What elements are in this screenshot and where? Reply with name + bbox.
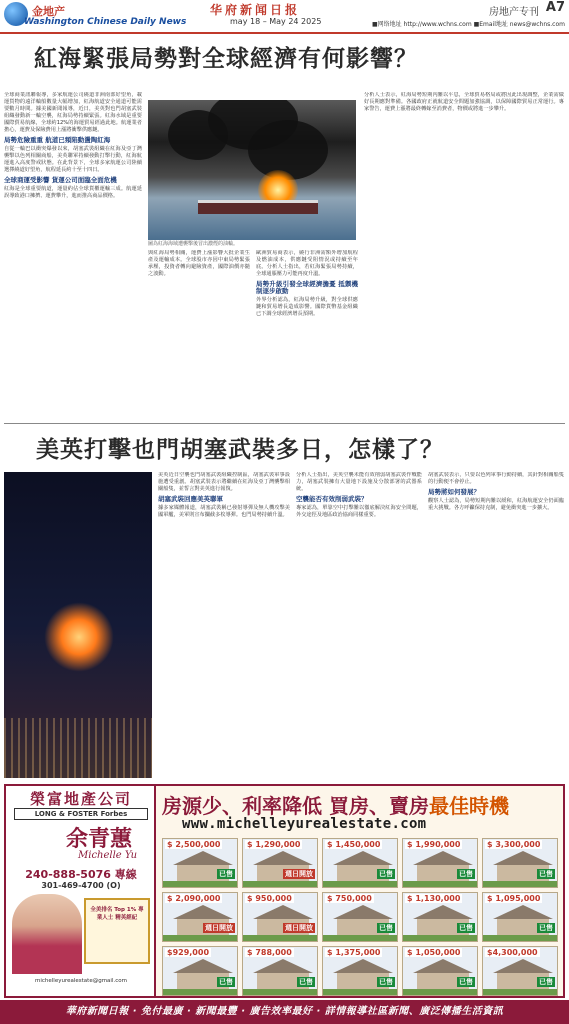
section-divider: [4, 423, 565, 424]
city-strike-photo[interactable]: [4, 472, 152, 778]
listing-status-badge: 已售: [379, 924, 393, 932]
house-lawn: [483, 935, 558, 941]
house-roof: [493, 905, 553, 919]
house-roof: [413, 905, 473, 919]
article1-col1: [4, 92, 142, 417]
house-roof: [253, 851, 313, 865]
listing-price: $ 750,000: [327, 894, 372, 903]
article2-col1: [158, 472, 290, 778]
house-roof: [333, 959, 393, 973]
ad-slogan: [162, 790, 562, 819]
listing-status-badge: 已售: [459, 924, 473, 932]
article1-col2: [148, 250, 250, 420]
article1-col3-text2: 外界分析認為，紅海局勢升級，對全球供應鏈和貿易增長造成影響。國際貨幣基金組織已下調全球經濟增長預期。: [256, 297, 358, 317]
listing-card[interactable]: [242, 946, 318, 996]
explosion-glow: [44, 602, 114, 672]
listing-status-badge: 週日開放: [285, 870, 313, 878]
listing-price: $ 3,300,000: [487, 840, 541, 849]
house-lawn: [483, 881, 558, 887]
house-roof: [413, 851, 473, 865]
agent-email[interactable]: michelleyurealestate@gmail.com: [35, 978, 127, 984]
house-lawn: [243, 935, 318, 941]
house-lawn: [323, 935, 398, 941]
article2-subhead3: 局勢將如何發展？: [428, 488, 480, 496]
paper-logo[interactable]: [4, 2, 187, 32]
listing-card[interactable]: [402, 838, 478, 888]
listing-price: $ 1,375,000: [327, 948, 381, 957]
footer-banner: 華府新聞日報 · 免付最廣 · 新聞最豐 · 廣告效率最好 · 詳情報導社區新聞、廣泛傳播生活資訊: [0, 1000, 569, 1024]
listing-price: $ 2,090,000: [167, 894, 221, 903]
agent-name-cn: 余青蕙: [66, 826, 133, 852]
ad-slogan-accent: 最佳時機: [428, 794, 509, 818]
listing-status-badge: 已售: [539, 870, 553, 878]
logo-english: Washington Chinese Daily News: [24, 17, 187, 27]
listing-price: $ 1,050,000: [407, 948, 461, 957]
house-roof: [173, 905, 233, 919]
ad-company: 榮富地產公司: [29, 790, 132, 808]
article2-subhead2: 空襲能否有效削弱武裝？: [296, 495, 368, 503]
smoke-shape: [168, 110, 228, 160]
article2-col2: [296, 472, 422, 778]
listing-card[interactable]: [482, 838, 558, 888]
listing-card[interactable]: [322, 892, 398, 942]
listing-price: $ 1,450,000: [327, 840, 381, 849]
house-lawn: [403, 935, 478, 941]
listing-status-badge: 已售: [379, 978, 393, 986]
article1-col4-text: 分析人士表示，紅海局勢短期內難以平息，全球貿易格局或將因此出現調整，企業需做好長期應對準備。各國政府正就航道安全問題加強協調，以保障國際貿易正常運行。專家警告，運費上漲將最終轉嫁至消費者，物價或將進一步攀升。: [364, 92, 564, 112]
listing-card[interactable]: [162, 946, 238, 996]
listing-status-badge: 週日開放: [205, 924, 233, 932]
listing-price: $4,300,000: [487, 948, 538, 957]
listing-status-badge: 週日開放: [285, 924, 313, 932]
house-lawn: [323, 989, 398, 995]
house-roof: [333, 905, 393, 919]
article1-headline[interactable]: 紅海緊張局勢對全球經濟有何影響？: [34, 45, 418, 72]
listing-card[interactable]: [482, 946, 558, 996]
ad-brand-logos: LONG & FOSTER Forbes: [14, 808, 148, 820]
listing-card[interactable]: [162, 892, 238, 942]
agent-phone[interactable]: 240-888-5076 專線: [25, 868, 137, 881]
house-lawn: [243, 989, 318, 995]
article1-col3-text: 歐洲貿易商表示，繞行非洲需額外增加航程及燃油成本，供應鏈受阻情況或持續至年底。分析人士指出，若紅海緊張局勢持續，全球通脹壓力可能再度升溫。: [256, 250, 358, 277]
listing-status-badge: 已售: [539, 978, 553, 986]
house-roof: [493, 851, 553, 865]
article1-subhead1: 局勢危險重重 航道已頻陷動盪陶紅海: [4, 136, 111, 144]
section-cn-label: 金地产: [32, 5, 65, 18]
article1-col1-text2: 自從一輪巴以衝突爆發以來，胡塞武裝組織在紅海及亞丁灣襲擊以色列相關商船，美英聯軍持續發動打擊行動，紅海航運進入高度警戒狀態。在此背景下，全球多家航運公司陸續選擇繞道好望角，航程延長約十至十四日。: [4, 146, 142, 173]
listing-price: $ 2,500,000: [167, 840, 221, 849]
award-badge: 全美排名 Top 1% 專業人士 精英經紀: [84, 898, 150, 964]
house-lawn: [323, 881, 398, 887]
house-roof: [173, 959, 233, 973]
office-phone[interactable]: 301-469-4700 (O): [41, 881, 121, 890]
house-lawn: [163, 935, 238, 941]
listing-price: $ 1,130,000: [407, 894, 461, 903]
house-roof: [333, 851, 393, 865]
article1-col1-text: 全球商業訊聯報導，多家航運公司繞道非洲南部好望角，載運貨物的遠洋輪船數量大幅增加，紅海航道安全通道可能需要數月時間。據美國新聞報導，近日，美英對也門胡塞武裝組織發動新一輪空襲，紅海局勢持續緊張。紅海水域是重要國際貿易航線，全球約12%的海運貿易經過此地。航運業者擔心，運費及保險費用上漲將衝擊供應鏈。: [4, 92, 142, 133]
ship-shape: [198, 200, 318, 214]
house-roof: [413, 959, 473, 973]
article2-col1-text: 美英近日空襲也門胡塞武裝組織控制區，胡塞武裝軍事設施遭受重創。胡塞武裝表示將繼續在紅海及亞丁灣襲擊相關船隻，並誓言對美英進行報復。: [158, 472, 290, 492]
house-lawn: [403, 989, 478, 995]
article1-col1-text3: 紅海是全球重要航道，運量約佔全球貨櫃運輸三成。航運延誤導致港口擁擠、運費攀升，進而推高商品價格。: [4, 186, 142, 199]
listing-card[interactable]: [322, 838, 398, 888]
listing-card[interactable]: [482, 892, 558, 942]
listing-price: $ 1,095,000: [487, 894, 541, 903]
listing-status-badge: 已售: [219, 978, 233, 986]
listing-card[interactable]: [162, 838, 238, 888]
article1-subhead2: 全球商運受影響 貨運公司面臨全面危機: [4, 176, 117, 184]
listing-price: $ 1,990,000: [407, 840, 461, 849]
listing-card[interactable]: [242, 838, 318, 888]
listing-status-badge: 已售: [539, 924, 553, 932]
agent-panel: [6, 786, 156, 996]
house-lawn: [243, 881, 318, 887]
issue-dates: may 18 – May 24 2025: [230, 17, 322, 26]
listing-card[interactable]: [402, 892, 478, 942]
agent-name-en: Michelle Yu: [78, 850, 138, 861]
house-lawn: [403, 881, 478, 887]
article2-col2-text: 分析人士指出，美英空襲未能有效削弱胡塞武裝作戰能力，胡塞武裝擁有大量地下設施及分散部署的武器系統。: [296, 472, 422, 492]
section-tag: 房地产专刊: [489, 7, 539, 18]
article1-subhead3: 局勢升級引發全球經濟擔憂 抵禦機制逐步啟動: [256, 280, 358, 295]
listing-price: $ 1,290,000: [247, 840, 301, 849]
city-lights: [4, 718, 152, 778]
house-roof: [493, 959, 553, 973]
real-estate-ad[interactable]: [4, 784, 565, 998]
listing-price: $929,000: [167, 948, 210, 957]
listing-price: $ 788,000: [247, 948, 292, 957]
article2-col1-text2: 據多家媒體報道，胡塞武裝稱已發射導彈及無人機攻擊美國軍艦，美軍則宣布攔截多枚導彈。也門局勢持續升溫。: [158, 505, 290, 518]
ad-slogan-main: 房源少、利率降低 買房、賣房: [162, 794, 429, 818]
article1-photo-caption: 圖為紅海海域遭襲擊後冒出濃煙的油輪。: [148, 241, 239, 247]
masthead: [0, 0, 569, 34]
article2-subhead1: 胡塞武裝回應美英聯軍: [158, 495, 223, 503]
article2-headline[interactable]: 美英打擊也門胡塞武裝多日，怎樣了？: [36, 436, 444, 463]
listing-card[interactable]: [402, 946, 478, 996]
article1-col3: [256, 250, 358, 420]
house-lawn: [163, 989, 238, 995]
article1-col2-text: 與紅海局勢相關，運費上漲影響大批企業生產及運輸成本。全球股市亦因中東局勢緊張承壓，投資者轉向避險資產，國際油價亦隨之波動。: [148, 250, 250, 277]
article1-col4: [364, 92, 564, 420]
listing-status-badge: 已售: [219, 870, 233, 878]
house-lawn: [483, 989, 558, 995]
web-info[interactable]: ■网络地址 http://www.wchns.com ■Email地址 news@wchns.com: [371, 21, 565, 28]
house-lawn: [163, 881, 238, 887]
smoke-shape: [248, 120, 328, 180]
listing-card[interactable]: [322, 946, 398, 996]
article2-col3: [428, 472, 564, 778]
paper-name: 华府新闻日报: [210, 3, 301, 17]
listing-status-badge: 已售: [459, 870, 473, 878]
listing-status-badge: 已售: [299, 978, 313, 986]
listing-status-badge: 已售: [459, 978, 473, 986]
oil-tanker-photo[interactable]: [148, 100, 356, 240]
agent-portrait: [12, 894, 82, 974]
listing-card[interactable]: [242, 892, 318, 942]
listing-price: $ 950,000: [247, 894, 292, 903]
listing-status-badge: 已售: [379, 870, 393, 878]
page-number: A7: [545, 0, 565, 15]
house-roof: [173, 851, 233, 865]
ad-website-link[interactable]: www.michelleyurealestate.com: [182, 816, 427, 832]
house-roof: [253, 905, 313, 919]
article2-col3-text2: 觀察人士認為，局勢短期內難以緩和，紅海航運安全仍面臨重大挑戰。各方呼籲保持克制，避免衝突進一步擴大。: [428, 498, 564, 511]
article2-col3-text: 胡塞武裝表示，只要以色列軍事行動持續，其針對相關船隻的行動便不會停止。: [428, 472, 564, 485]
house-roof: [253, 959, 313, 973]
article2-col2-text2: 專家認為，單靠空中打擊難以徹底解決紅海安全問題，外交途徑及地區政治協商同樣重要。: [296, 505, 422, 518]
